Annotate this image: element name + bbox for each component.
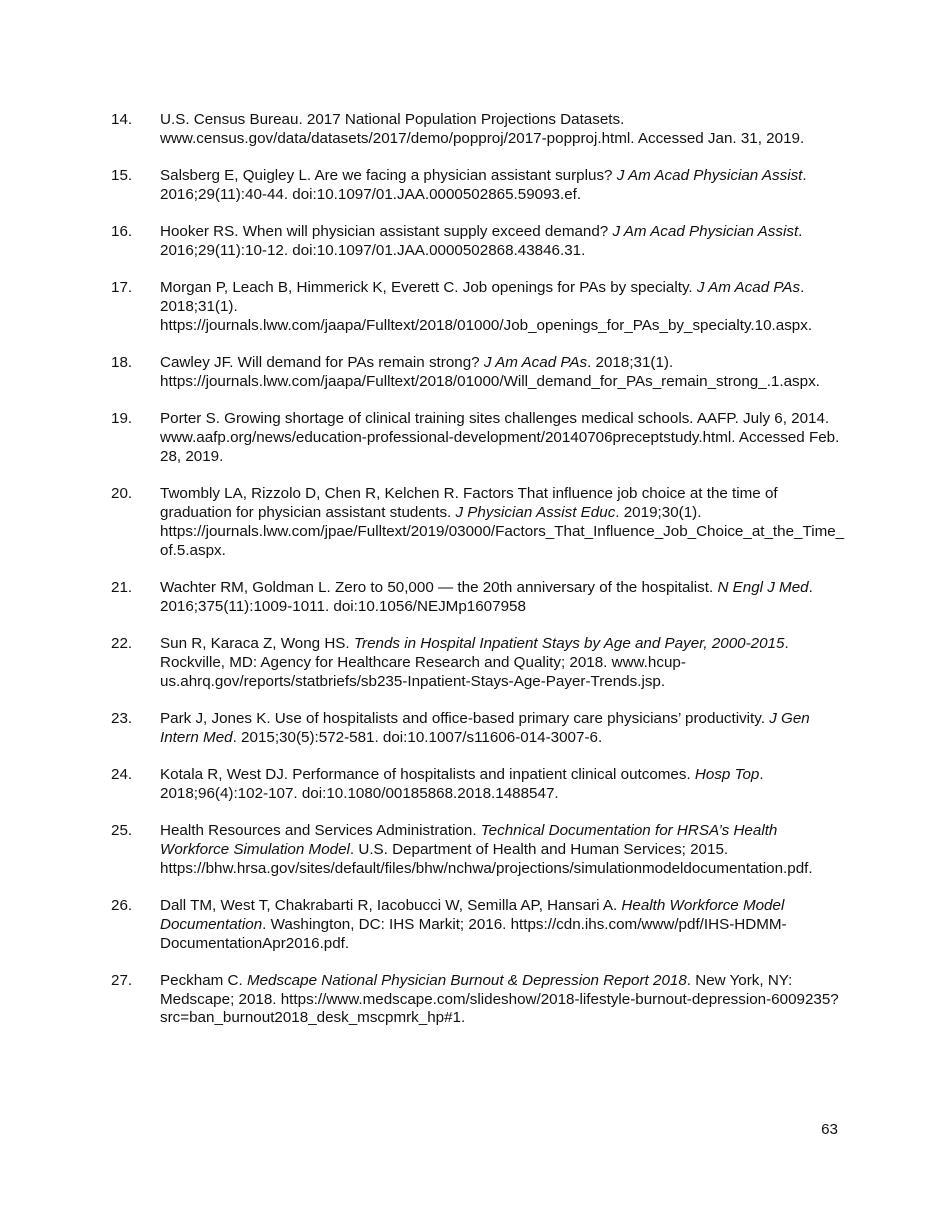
reference-text [160,279,812,334]
reference-text-segment: . 2016;29(11):40-44. doi:10.1097/01.JAA.0000502865.59093.ef. [160,167,807,203]
reference-text-segment: Wachter RM, Goldman L. Zero to 50,000 — the 20th anniversary of the hospitalist. [160,578,718,596]
reference-text-segment: . Rockville, MD: Agency for Healthcare Research and Quality; 2018. www.hcup-us.ahrq.gov/reports/statbriefs/sb235-Inpatient-Stays-Age-Payer-Trends.jsp. [160,634,789,690]
reference-text [160,354,820,390]
reference-text-segment: Sun R, Karaca Z, Wong HS. [160,634,354,652]
reference-title-italic: J Gen Intern Med [160,709,810,746]
reference-title-italic: N Engl J Med [717,578,809,596]
reference-text-segment: . Washington, DC: IHS Markit; 2016. https://cdn.ihs.com/www/pdf/IHS-HDMM-DocumentationApr2016.pdf. [160,915,787,952]
reference-number: 22. [111,634,133,652]
reference-text [160,766,764,802]
reference-text-segment: . 2019;30(1). https://journals.lww.com/jpae/Fulltext/2019/03000/Factors_That_Influence_Job_Choice_at_the_Time_of.5.aspx. [160,503,845,559]
reference-item [111,223,846,261]
reference-title-italic: J Am Acad PAs [483,354,588,372]
reference-text-segment: Hooker RS. When will physician assistant supply exceed demand? [160,223,613,241]
reference-item [111,972,846,1028]
reference-item [111,710,846,748]
reference-text-segment: Salsberg E, Quigley L. Are we facing a physician assistant surplus? [160,167,617,185]
reference-text-segment: . 2015;30(5):572-581. doi:10.1007/s11606-014-3007-6. [232,728,603,746]
reference-text-segment: Cawley JF. Will demand for PAs remain strong? [160,354,484,372]
reference-text-segment: . 2018;96(4):102-107. doi:10.1080/00185868.2018.1488547. [160,765,764,802]
reference-text-segment: . 2016;29(11):10-12. doi:10.1097/01.JAA.0000502868.43846.31. [160,223,803,259]
reference-text [160,822,813,877]
reference-text-segment: U.S. Census Bureau. 2017 National Population Projections Datasets. www.census.gov/data/datasets/2017/demo/popproj/2017-popproj.html. Accessed Jan. 31, 2019. [160,111,805,147]
reference-item [111,410,846,466]
reference-item [111,822,846,878]
reference-text [160,972,839,1027]
reference-text [160,111,804,147]
reference-text-segment: Morgan P, Leach B, Himmerick K, Everett C. Job openings for PAs by specialty. [160,279,697,297]
reference-number: 26. [111,896,133,914]
reference-text-segment: . 2016;375(11):1009-1011. doi:10.1056/NEJMp1607958 [160,578,813,615]
reference-title-italic: Medscape National Physician Burnout & Depression Report 2018 [246,971,687,989]
reference-item [111,635,846,691]
reference-title-italic: Hosp Top [694,765,760,783]
reference-item [111,279,846,335]
reference-text-segment: Kotala R, West DJ. Performance of hospitalists and inpatient clinical outcomes. [160,765,695,783]
reference-title-italic: Trends in Hospital Inpatient Stays by Age and Payer, 2000-2015 [353,634,785,652]
reference-item [111,485,846,560]
reference-text-segment: . U.S. Department of Health and Human Services; 2015. https://bhw.hrsa.gov/sites/default/files/bhw/nchwa/projections/simulationmodeldocumentation.pdf. [160,840,813,877]
reference-text [160,223,802,259]
reference-title-italic: Technical Documentation for HRSA’s Health Workforce Simulation Model [160,822,778,858]
reference-text-segment: Twombly LA, Rizzolo D, Chen R, Kelchen R. Factors That influence job choice at the time of graduation for physician assistant students. [160,485,778,521]
reference-title-italic: J Am Acad Physician Assist [612,223,799,241]
reference-text-segment: . 2018;31(1). https://journals.lww.com/jaapa/Fulltext/2018/01000/Job_openings_for_PAs_by_specialty.10.aspx. [160,279,813,334]
reference-text [160,710,810,746]
reference-item [111,766,846,804]
reference-number: 20. [111,485,133,503]
reference-number: 14. [111,111,133,128]
page-number: 63 [821,1121,838,1138]
reference-number: 21. [111,578,133,596]
reference-item [111,354,846,392]
reference-title-italic: Health Workforce Model Documentation [160,896,785,933]
reference-item [111,897,846,953]
reference-text [160,410,839,465]
reference-number: 17. [111,279,133,297]
reference-item [111,111,846,149]
reference-text-segment: Peckham C. [160,971,247,989]
reference-text [160,897,787,952]
reference-text-segment: . New York, NY: Medscape; 2018. https://www.medscape.com/slideshow/2018-lifestyle-burnout-depression-6009235?src=ban_burnout2018_desk_mscpmrk_hp#1. [160,971,839,1027]
reference-title-italic: J Am Acad Physician Assist [616,167,803,185]
reference-text-segment: Park J, Jones K. Use of hospitalists and office-based primary care physicians’ productivity. [160,709,770,727]
reference-text-segment: Health Resources and Services Administration. [160,822,481,840]
reference-number: 18. [111,354,133,372]
reference-number: 24. [111,765,133,783]
reference-item [111,167,846,205]
reference-number: 23. [111,709,133,727]
reference-text [160,167,807,203]
reference-title-italic: J Am Acad PAs [696,279,801,297]
reference-number: 16. [111,223,133,241]
reference-text-segment: Dall TM, West T, Chakrabarti R, Iacobucci W, Semilla AP, Hansari A. [160,896,622,914]
reference-list [111,111,846,1047]
reference-number: 27. [111,971,133,989]
reference-item [111,579,846,617]
reference-text [160,579,813,615]
reference-text-segment: . 2018;31(1). https://journals.lww.com/jaapa/Fulltext/2018/01000/Will_demand_for_PAs_remain_strong_.1.aspx. [160,354,820,390]
reference-number: 15. [111,167,133,185]
reference-title-italic: J Physician Assist Educ [455,503,616,521]
reference-text [160,635,789,690]
reference-text-segment: Porter S. Growing shortage of clinical training sites challenges medical schools. AAFP. July 6, 2014. www.aafp.org/news/education-professional-development/20140706preceptstudy.html. Accessed Feb. 28, 2019. [160,410,840,465]
reference-number: 25. [111,822,133,840]
reference-text [160,485,844,558]
reference-number: 19. [111,410,133,428]
